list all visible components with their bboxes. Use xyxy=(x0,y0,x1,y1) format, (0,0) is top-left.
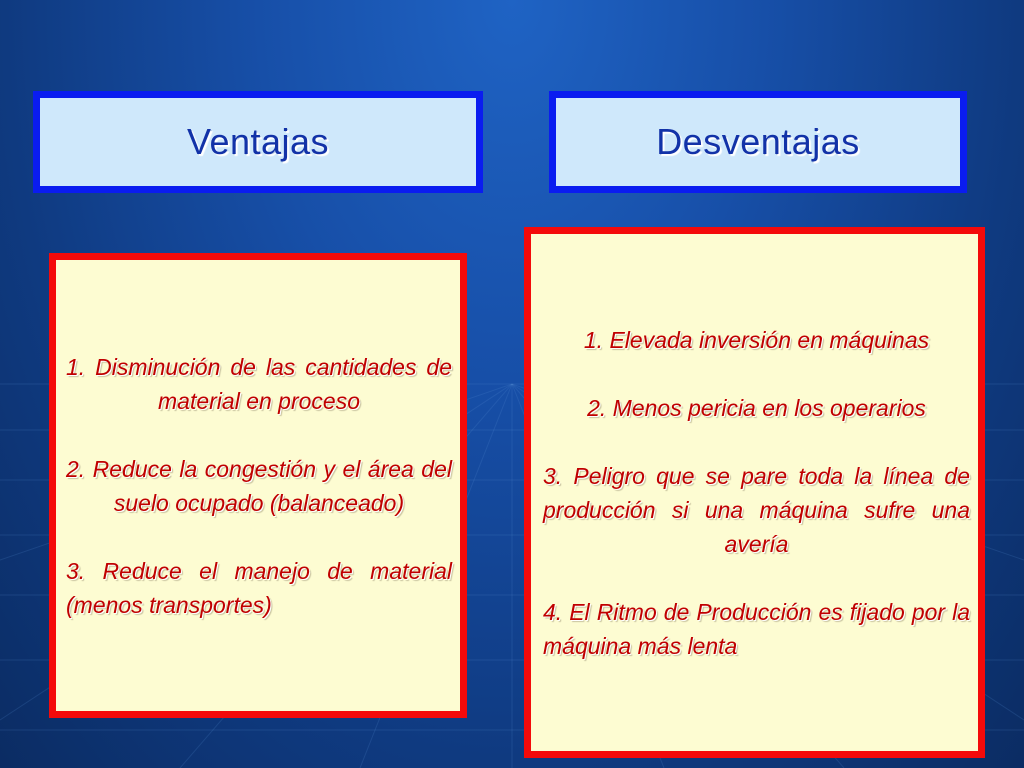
desventajas-list-box xyxy=(524,227,985,758)
desventajas-item: 4. El Ritmo de Producción es fijado por la máquina más lenta xyxy=(543,598,970,659)
ventajas-title: Ventajas xyxy=(186,121,330,162)
ventajas-item: 3. Reduce el manejo de material (menos transportes) xyxy=(66,557,452,618)
ventajas-list-box xyxy=(49,253,467,718)
desventajas-header-box xyxy=(549,91,967,193)
desventajas-item: 1. Elevada inversión en máquinas xyxy=(583,326,930,353)
ventajas-header-box xyxy=(33,91,483,193)
ventajas-item: 2. Reduce la congestión y el área del suelo ocupado (balanceado) xyxy=(66,455,452,516)
desventajas-title: Desventajas xyxy=(656,121,860,162)
desventajas-item: 3. Peligro que se pare toda la línea de producción si una máquina sufre una avería xyxy=(543,462,970,557)
desventajas-item: 2. Menos pericia en los operarios xyxy=(587,394,926,421)
ventajas-item: 1. Disminución de las cantidades de material en proceso xyxy=(66,353,452,414)
